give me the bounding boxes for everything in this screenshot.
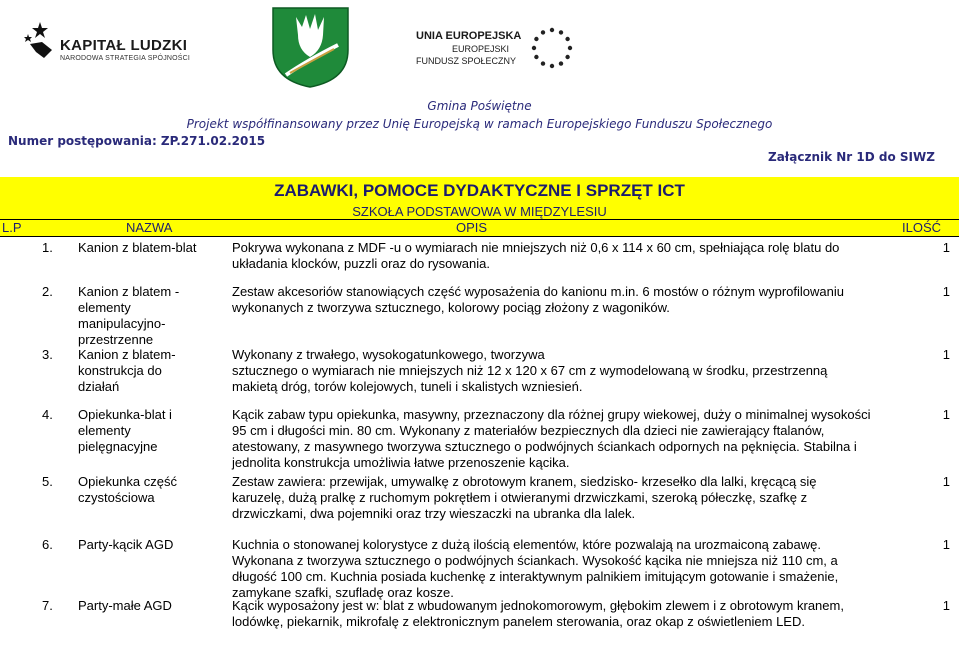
col-header-opis: OPIS [456, 220, 488, 235]
gmina-name: Gmina Poświętne [427, 99, 532, 113]
eu-stars-icon [528, 24, 576, 72]
procurement-number: Numer postępowania: ZP.271.02.2015 [8, 134, 266, 148]
row-ilosc: 1 [942, 407, 950, 422]
row-opis: Kuchnia o stonowanej kolorystyce z dużą ilością elementów, które pozwalają na urozmaiconą zabawę. Wykonana z tworzywa sztucznego o podwójnych ściankach. Wysokość kącika nie mniejsza niż 110 cm, a długość 100 cm. Kuchnia posiada kuchenkę z interaktywnym palnikiem imitującym gotowanie i smażenie, zamykane szafki, szufladę oraz kosze. [232, 537, 839, 600]
row-nazwa: Kanion z blatem - elementy manipulacyjno- przestrzenne [78, 284, 180, 347]
row-lp: 2. [42, 284, 53, 299]
project-funding-note: Projekt współfinansowany przez Unię Europejską w ramach Europejskiego Funduszu Społecznego [186, 117, 773, 131]
row-opis: Kącik zabaw typu opiekunka, masywny, przeznaczony dla różnej grupy wiekowej, duży o minimalnej wysokości 95 cm i długości min. 80 cm. Wykonany z materiałów bezpiecznych dla dzieci nie zawierający ftalanów, atestowany, z masywnego tworzywa sztucznego o podwójnych ściankach odpornych na pęknięcia. Stabilna i jednolita konstrukcja umożliwia łatwe przenoszenie kącika. [232, 407, 871, 470]
kapital-ludzki-logo [22, 20, 197, 70]
row-ilosc: 1 [942, 347, 950, 362]
row-lp: 1. [42, 240, 53, 255]
table-subtitle: SZKOŁA PODSTAWOWA W MIĘDZYLESIU [352, 204, 607, 219]
row-nazwa: Party-kącik AGD [78, 537, 174, 552]
row-ilosc: 1 [942, 240, 950, 255]
row-nazwa: Opiekunka-blat i elementy pielęgnacyjne [78, 407, 172, 454]
row-ilosc: 1 [942, 598, 950, 613]
attachment-label: Załącznik Nr 1D do SIWZ [768, 150, 935, 164]
stars-figure-icon [22, 20, 58, 60]
gmina-crest-icon [268, 5, 353, 90]
row-opis: Pokrywa wykonana z MDF -u o wymiarach nie mniejszych niż 0,6 x 114 x 60 cm, spełniająca rolę blatu do układania klocków, puzzli oraz do rysowania. [232, 240, 840, 271]
kapital-ludzki-title: KAPITAŁ LUDZKI [60, 37, 188, 54]
row-lp: 3. [42, 347, 53, 362]
logo-bar [0, 0, 959, 95]
row-nazwa: Kanion z blatem- konstrukcja do działań [78, 347, 176, 394]
col-header-lp: L.P [2, 220, 22, 235]
ue-line3: FUNDUSZ SPOŁECZNY [416, 56, 517, 66]
header-divider-bottom [0, 236, 959, 237]
col-header-ilosc: ILOŚĆ [902, 220, 942, 235]
table-title: ZABAWKI, POMOCE DYDAKTYCZNE I SPRZĘT ICT [274, 181, 685, 200]
row-ilosc: 1 [942, 284, 950, 299]
row-opis: Zestaw akcesoriów stanowiących część wyposażenia do kanionu m.in. 6 mostów o różnym wyprofilowaniu wykonanych z tworzywa sztucznego, kolorowy pociąg złożony z wagoników. [232, 284, 844, 315]
ue-title: UNIA EUROPEJSKA [416, 30, 522, 42]
row-lp: 7. [42, 598, 53, 613]
row-nazwa: Opiekunka część czystościowa [78, 474, 177, 505]
row-lp: 4. [42, 407, 53, 422]
row-nazwa: Kanion z blatem-blat [78, 240, 197, 255]
row-ilosc: 1 [942, 474, 950, 489]
row-opis: Wykonany z trwałego, wysokogatunkowego, tworzywa sztucznego o wymiarach nie mniejszych niż 12 x 120 x 67 cm z wymodelowaną w środku, przestrzenną makietą dróg, torów kolejowych, tuneli i skalistych wzniesień. [232, 347, 828, 394]
row-ilosc: 1 [942, 537, 950, 552]
row-nazwa: Party-małe AGD [78, 598, 172, 613]
kapital-ludzki-subtitle: NARODOWA STRATEGIA SPÓJNOŚCI [60, 55, 191, 62]
row-opis: Kącik wyposażony jest w: blat z wbudowanym jednokomorowym, głębokim zlewem i z obrotowym kranem, lodówkę, piekarnik, mikrofalę z elektronicznym panelem sterowania, oraz okap z oświetleniem LED. [232, 598, 844, 629]
col-header-nazwa: NAZWA [126, 220, 173, 235]
row-lp: 5. [42, 474, 53, 489]
row-opis: Zestaw zawiera: przewijak, umywalkę z obrotowym kranem, siedzisko- krzesełko dla lalki, kręcącą się karuzelę, dużą pralkę z ruchomym pokrętłem i otwieranymi drzwiczkami, szeroką półeczkę, szafkę z drzwiczkami, dwa pojemniki oraz trzy wieszaczki na ubranka dla lalek. [232, 474, 817, 521]
ue-line2: EUROPEJSKI [452, 44, 510, 54]
row-lp: 6. [42, 537, 53, 552]
